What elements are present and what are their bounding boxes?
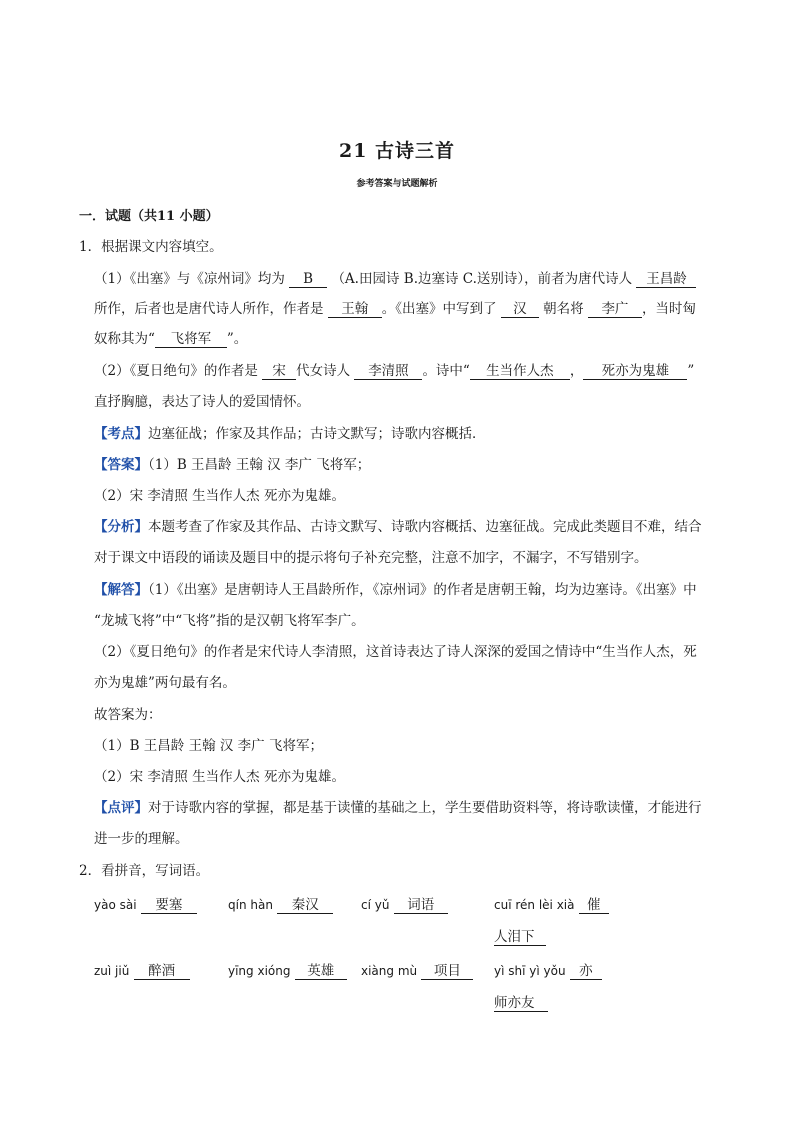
answer-blank: 亦: [570, 963, 602, 980]
question-text: 看拼音，写词语。: [101, 863, 210, 879]
answer-blank: 词语: [394, 897, 448, 914]
question-text: 根据课文内容填空。: [101, 239, 223, 255]
pinyin: zuì jiǔ: [94, 964, 130, 978]
text: 所作，后者也是唐代诗人所作，作者是: [94, 301, 324, 317]
comment-text: 对于诗歌内容的掌握，都是基于读懂的基础之上，学生要借助资料等，将诗歌读懂，才能进行: [148, 800, 702, 816]
text: （A.田园诗 B.边塞诗 C.送别诗），前者为唐代诗人: [331, 271, 633, 287]
final-answer-line-2: （2）宋 李清照 生当作人杰 死亦为鬼雄。: [94, 769, 345, 785]
analysis-tag: 【分析】: [94, 519, 148, 535]
solution-line-2: “龙城飞将”中“飞将”指的是汉朝飞将军李广。: [94, 613, 365, 629]
comment-line-2: 进一步的理解。: [94, 831, 189, 847]
pinyin: yào sài: [94, 898, 137, 912]
answer-blank: 飞将军: [155, 331, 227, 348]
analysis-line-2: 对于课文中语段的诵读及题目中的提示将句子补充完整，注意不加字，不漏字，不写错别字。: [94, 550, 648, 566]
text: 。诗中“: [422, 363, 470, 379]
analysis-text: 本题考查了作家及其作品、古诗文默写、诗歌内容概括、边塞征战。完成此类题目不难，结合: [148, 519, 702, 535]
pinyin: cuī rén lèi xià: [494, 898, 575, 912]
text: 。《出塞》中写到了: [381, 301, 497, 317]
answer-text: （1）B 王昌龄 王翰 汉 李广 飞将军；: [148, 457, 371, 473]
answer-blank: 王翰: [328, 301, 382, 318]
pinyin: xiàng mù: [361, 964, 418, 978]
page-subtitle: 参考答案与试题解析: [356, 179, 438, 189]
solution-line-3: （2）《夏日绝句》的作者是宋代诗人李清照，这首诗表达了诗人深深的爱国之情诗中“生当作人杰，死: [94, 644, 697, 660]
answer-line-2: （2）宋 李清照 生当作人杰 死亦为鬼雄。: [94, 488, 345, 504]
text: ”: [687, 363, 695, 379]
final-answer-line-1: （1）B 王昌龄 王翰 汉 李广 飞将军；: [94, 738, 323, 754]
pinyin-item-8-cont: [494, 994, 548, 1012]
q1-line-2: [94, 300, 696, 318]
text: ”。: [226, 331, 248, 347]
pinyin: qín hàn: [228, 898, 273, 912]
answer-blank: B: [289, 271, 327, 288]
final-answer-label: 故答案为：: [94, 707, 162, 723]
pinyin-item-8: [494, 962, 602, 980]
question-number: 1．: [79, 239, 102, 255]
q1-line-1: [94, 270, 696, 288]
answer-blank: 人泪下: [494, 929, 546, 946]
text: （2）《夏日绝句》的作者是: [94, 363, 258, 379]
answer-blank: 要塞: [141, 897, 197, 914]
solution-line-4: 亦为鬼雄”两句最有名。: [94, 675, 236, 691]
pinyin: yì shī yì yǒu: [494, 964, 566, 978]
pinyin: cí yǔ: [361, 898, 390, 912]
answer-blank: 李广: [588, 301, 642, 318]
pinyin-item-1: [94, 896, 197, 914]
text: （1）《出塞》与《凉州词》均为: [94, 271, 285, 287]
question-1-prompt: [79, 238, 223, 256]
answer-blank: 生当作人杰: [470, 363, 570, 380]
text: 奴称其为“: [94, 331, 155, 347]
analysis-line-1: [94, 518, 702, 536]
text: ，当时匈: [641, 301, 696, 317]
solution-text: （1）《出塞》是唐朝诗人王昌龄所作，《凉州词》的作者是唐朝王翰，均为边塞诗。《出塞》中: [148, 582, 697, 598]
kaodian-line: [94, 425, 486, 443]
answer-blank: 宋: [262, 363, 296, 380]
pinyin-item-2: [228, 896, 333, 914]
text: ，: [569, 363, 584, 379]
answer-blank: 项目: [421, 963, 473, 980]
section-heading: 一．试题（共11 小题）: [79, 209, 219, 224]
q1-line-3: [94, 330, 247, 348]
answer-blank: 死亦为鬼雄: [583, 363, 687, 380]
pinyin-item-5: [94, 962, 190, 980]
question-number: 2．: [79, 863, 102, 879]
solution-line-1: [94, 581, 697, 599]
kaodian-text: 边塞征战；作家及其作品；古诗文默写；诗歌内容概括．: [148, 426, 486, 442]
text: 朝名将: [543, 301, 584, 317]
answer-blank: 秦汉: [277, 897, 333, 914]
answer-blank: 师亦友: [494, 995, 548, 1012]
pinyin-item-4: [494, 896, 609, 914]
pinyin: yīng xióng: [228, 964, 291, 978]
kaodian-tag: 【考点】: [94, 426, 148, 442]
answer-blank: 英雄: [295, 963, 347, 980]
comment-tag: 【点评】: [94, 800, 148, 816]
pinyin-item-3: [361, 896, 448, 914]
q1-line-5: 直抒胸臆，表达了诗人的爱国情怀。: [94, 394, 310, 410]
answer-tag: 【答案】: [94, 457, 148, 473]
page-title: 21 古诗三首: [338, 140, 456, 162]
pinyin-item-7: [361, 962, 473, 980]
q1-line-4: [94, 362, 694, 380]
answer-blank: 汉: [501, 301, 539, 318]
answer-blank: 王昌龄: [636, 271, 696, 288]
answer-line-1: [94, 456, 370, 474]
comment-line-1: [94, 799, 702, 817]
answer-blank: 催: [579, 897, 609, 914]
answer-blank: 李清照: [354, 363, 422, 380]
solution-tag: 【解答】: [94, 582, 148, 598]
text: 代女诗人: [296, 363, 351, 379]
pinyin-item-6: [228, 962, 347, 980]
pinyin-item-4-cont: [494, 928, 546, 946]
answer-blank: 醉酒: [134, 963, 190, 980]
question-2-prompt: [79, 862, 209, 880]
